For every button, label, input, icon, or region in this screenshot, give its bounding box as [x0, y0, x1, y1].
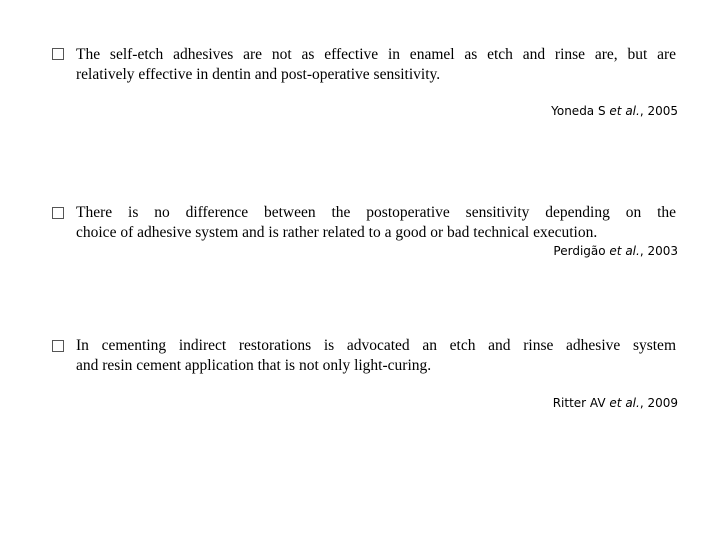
citation-etal: et al.: [609, 104, 640, 118]
bullet-text: [76, 203, 676, 243]
citation-etal: et al.: [609, 396, 640, 410]
citation: [551, 104, 678, 118]
bullet-text-line: In cementing indirect restorations is advocated an etch and rinse adhesive system: [76, 337, 676, 354]
bullet-text-line: and resin cement application that is not only light-curing.: [76, 357, 432, 374]
citation-year: , 2003: [639, 244, 678, 258]
citation-author: Ritter AV: [552, 396, 606, 410]
bullet-icon: [52, 48, 64, 60]
citation-author: Yoneda S: [551, 104, 606, 118]
bullet-text-line: The self-etch adhesives are not as effective in enamel as etch and rinse are, but are: [76, 46, 676, 63]
bullet-text-line: There is no difference between the postoperative sensitivity depending on the: [76, 204, 676, 221]
citation-year: , 2005: [639, 104, 678, 118]
citation: [553, 396, 678, 410]
bullet-text: [76, 336, 676, 376]
citation-etal: et al.: [609, 244, 640, 258]
citation-year: , 2009: [639, 396, 678, 410]
bullet-icon: [52, 207, 64, 219]
bullet-text-line: choice of adhesive system and is rather related to a good or bad technical execution.: [76, 224, 598, 241]
citation-author: Perdigão: [553, 244, 606, 258]
bullet-icon: [52, 340, 64, 352]
bullet-text-line: relatively effective in dentin and post-operative sensitivity.: [76, 66, 441, 83]
citation: [553, 244, 678, 258]
bullet-text: [76, 45, 676, 85]
